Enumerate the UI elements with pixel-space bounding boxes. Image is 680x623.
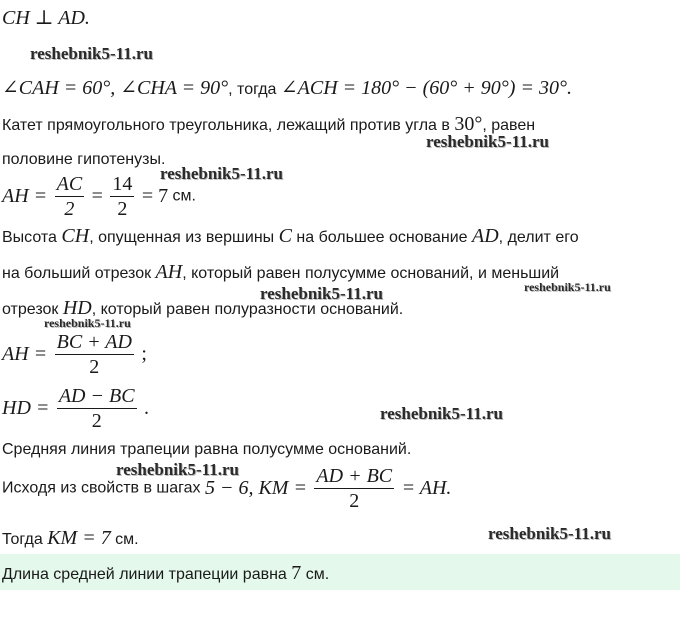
fraction-ac-over-2 <box>55 172 85 221</box>
step-line-13 <box>2 526 139 552</box>
fraction-14-over-2 <box>110 172 134 221</box>
step-line-11 <box>2 438 411 462</box>
numerator-bc-plus-ad: BC + AD <box>56 331 132 353</box>
math-eq: = <box>91 185 103 207</box>
step-line-2 <box>2 76 572 102</box>
math-ah: AH <box>155 261 183 283</box>
math-eq-ah: = AH. <box>401 477 452 499</box>
text-na-bolshiy: на больший отрезок <box>2 265 156 282</box>
numerator-ac: AC <box>56 173 83 195</box>
answer-line <box>2 562 329 585</box>
math-30deg: 30° <box>454 113 483 135</box>
math-period: . <box>144 397 150 419</box>
answer-unit: см. <box>301 566 330 583</box>
denominator-2e: 2 <box>349 490 360 512</box>
math-angles: ∠CAH = 60°, ∠CHA = 90° <box>2 77 229 99</box>
math-angle-ach: ∠ACH = 180° − (60° + 90°) = 30°. <box>280 77 572 99</box>
math-ah-eq-2: AH = <box>2 343 48 365</box>
text-togda: , тогда <box>228 81 281 98</box>
unit-sm: см. <box>168 187 196 205</box>
fraction-ad-plus-bc <box>314 464 394 513</box>
answer-text: Длина средней линии трапеции равна <box>2 566 292 583</box>
watermark-4: reshebnik5-11.ru <box>524 280 611 294</box>
denominator-2d: 2 <box>91 410 102 432</box>
watermark-7: reshebnik5-11.ru <box>380 404 503 423</box>
text-polurazn: , который равен полуразности оснований. <box>91 301 404 318</box>
watermark-3: reshebnik5-11.ru <box>160 164 283 183</box>
math-ah-eq: AH = <box>2 185 48 207</box>
math-km-7: KM = 7 <box>47 527 111 549</box>
text-polovine: половине гипотенузы. <box>2 151 166 168</box>
text-otrezok: отрезок <box>2 301 63 318</box>
text-raven: , равен <box>482 117 536 134</box>
watermark-6: reshebnik5-11.ru <box>44 316 131 330</box>
text-delit: , делит его <box>498 229 579 246</box>
watermark-2: reshebnik5-11.ru <box>426 132 549 151</box>
step-line-10 <box>2 384 149 433</box>
math-c: C <box>278 225 292 247</box>
step-line-5 <box>2 172 196 221</box>
denominator-2: 2 <box>64 198 75 220</box>
text-vysota: Высота <box>2 229 62 246</box>
watermark-9: reshebnik5-11.ru <box>488 524 611 543</box>
numerator-14: 14 <box>112 173 133 195</box>
math-hd-eq: HD = <box>2 397 50 419</box>
unit-sm-2: см. <box>110 531 139 548</box>
step-line-7 <box>2 260 559 286</box>
math-hd: HD <box>62 297 92 319</box>
text-polusumme: , который равен полусумме оснований, и меньший <box>182 265 560 282</box>
numerator-ad-plus-bc: AD + BC <box>316 465 393 487</box>
watermark-1: reshebnik5-11.ru <box>30 44 153 63</box>
text-srednyaya: Средняя линия трапеции равна полусумме оснований. <box>2 441 412 458</box>
watermark-8: reshebnik5-11.ru <box>116 460 239 479</box>
watermark-5: reshebnik5-11.ru <box>260 284 383 303</box>
math-semicolon: ; <box>141 343 147 365</box>
math-km-eq: 5 − 6, KM = <box>204 477 307 499</box>
text-opushchennaya: , опущенная из вершины <box>89 229 279 246</box>
step-line-9 <box>2 330 147 379</box>
text-iskhodya: Исходя из свойств в шагах <box>2 479 205 497</box>
text-togda-2: Тогда <box>2 531 48 548</box>
answer-value: 7 <box>291 562 302 584</box>
step-line-1 <box>2 6 90 32</box>
fraction-bc-plus-ad <box>55 330 134 379</box>
math-ch-perp-ad: CH ⊥ AD. <box>2 7 90 29</box>
math-ad: AD <box>472 225 499 247</box>
numerator-ad-minus-bc: AD − BC <box>58 385 135 407</box>
step-line-12 <box>2 464 451 513</box>
step-line-4 <box>2 148 165 172</box>
math-eq-7: = 7 <box>141 185 169 207</box>
answer-box <box>0 554 680 590</box>
text-na-bolshee: на большее основание <box>291 229 472 246</box>
fraction-ad-minus-bc <box>57 384 137 433</box>
denominator-2c: 2 <box>89 356 100 378</box>
math-ch: CH <box>61 225 90 247</box>
denominator-2b: 2 <box>117 198 128 220</box>
step-line-6 <box>2 224 579 250</box>
text-katet: Катет прямоугольного треугольника, лежащий против угла в <box>2 117 455 134</box>
